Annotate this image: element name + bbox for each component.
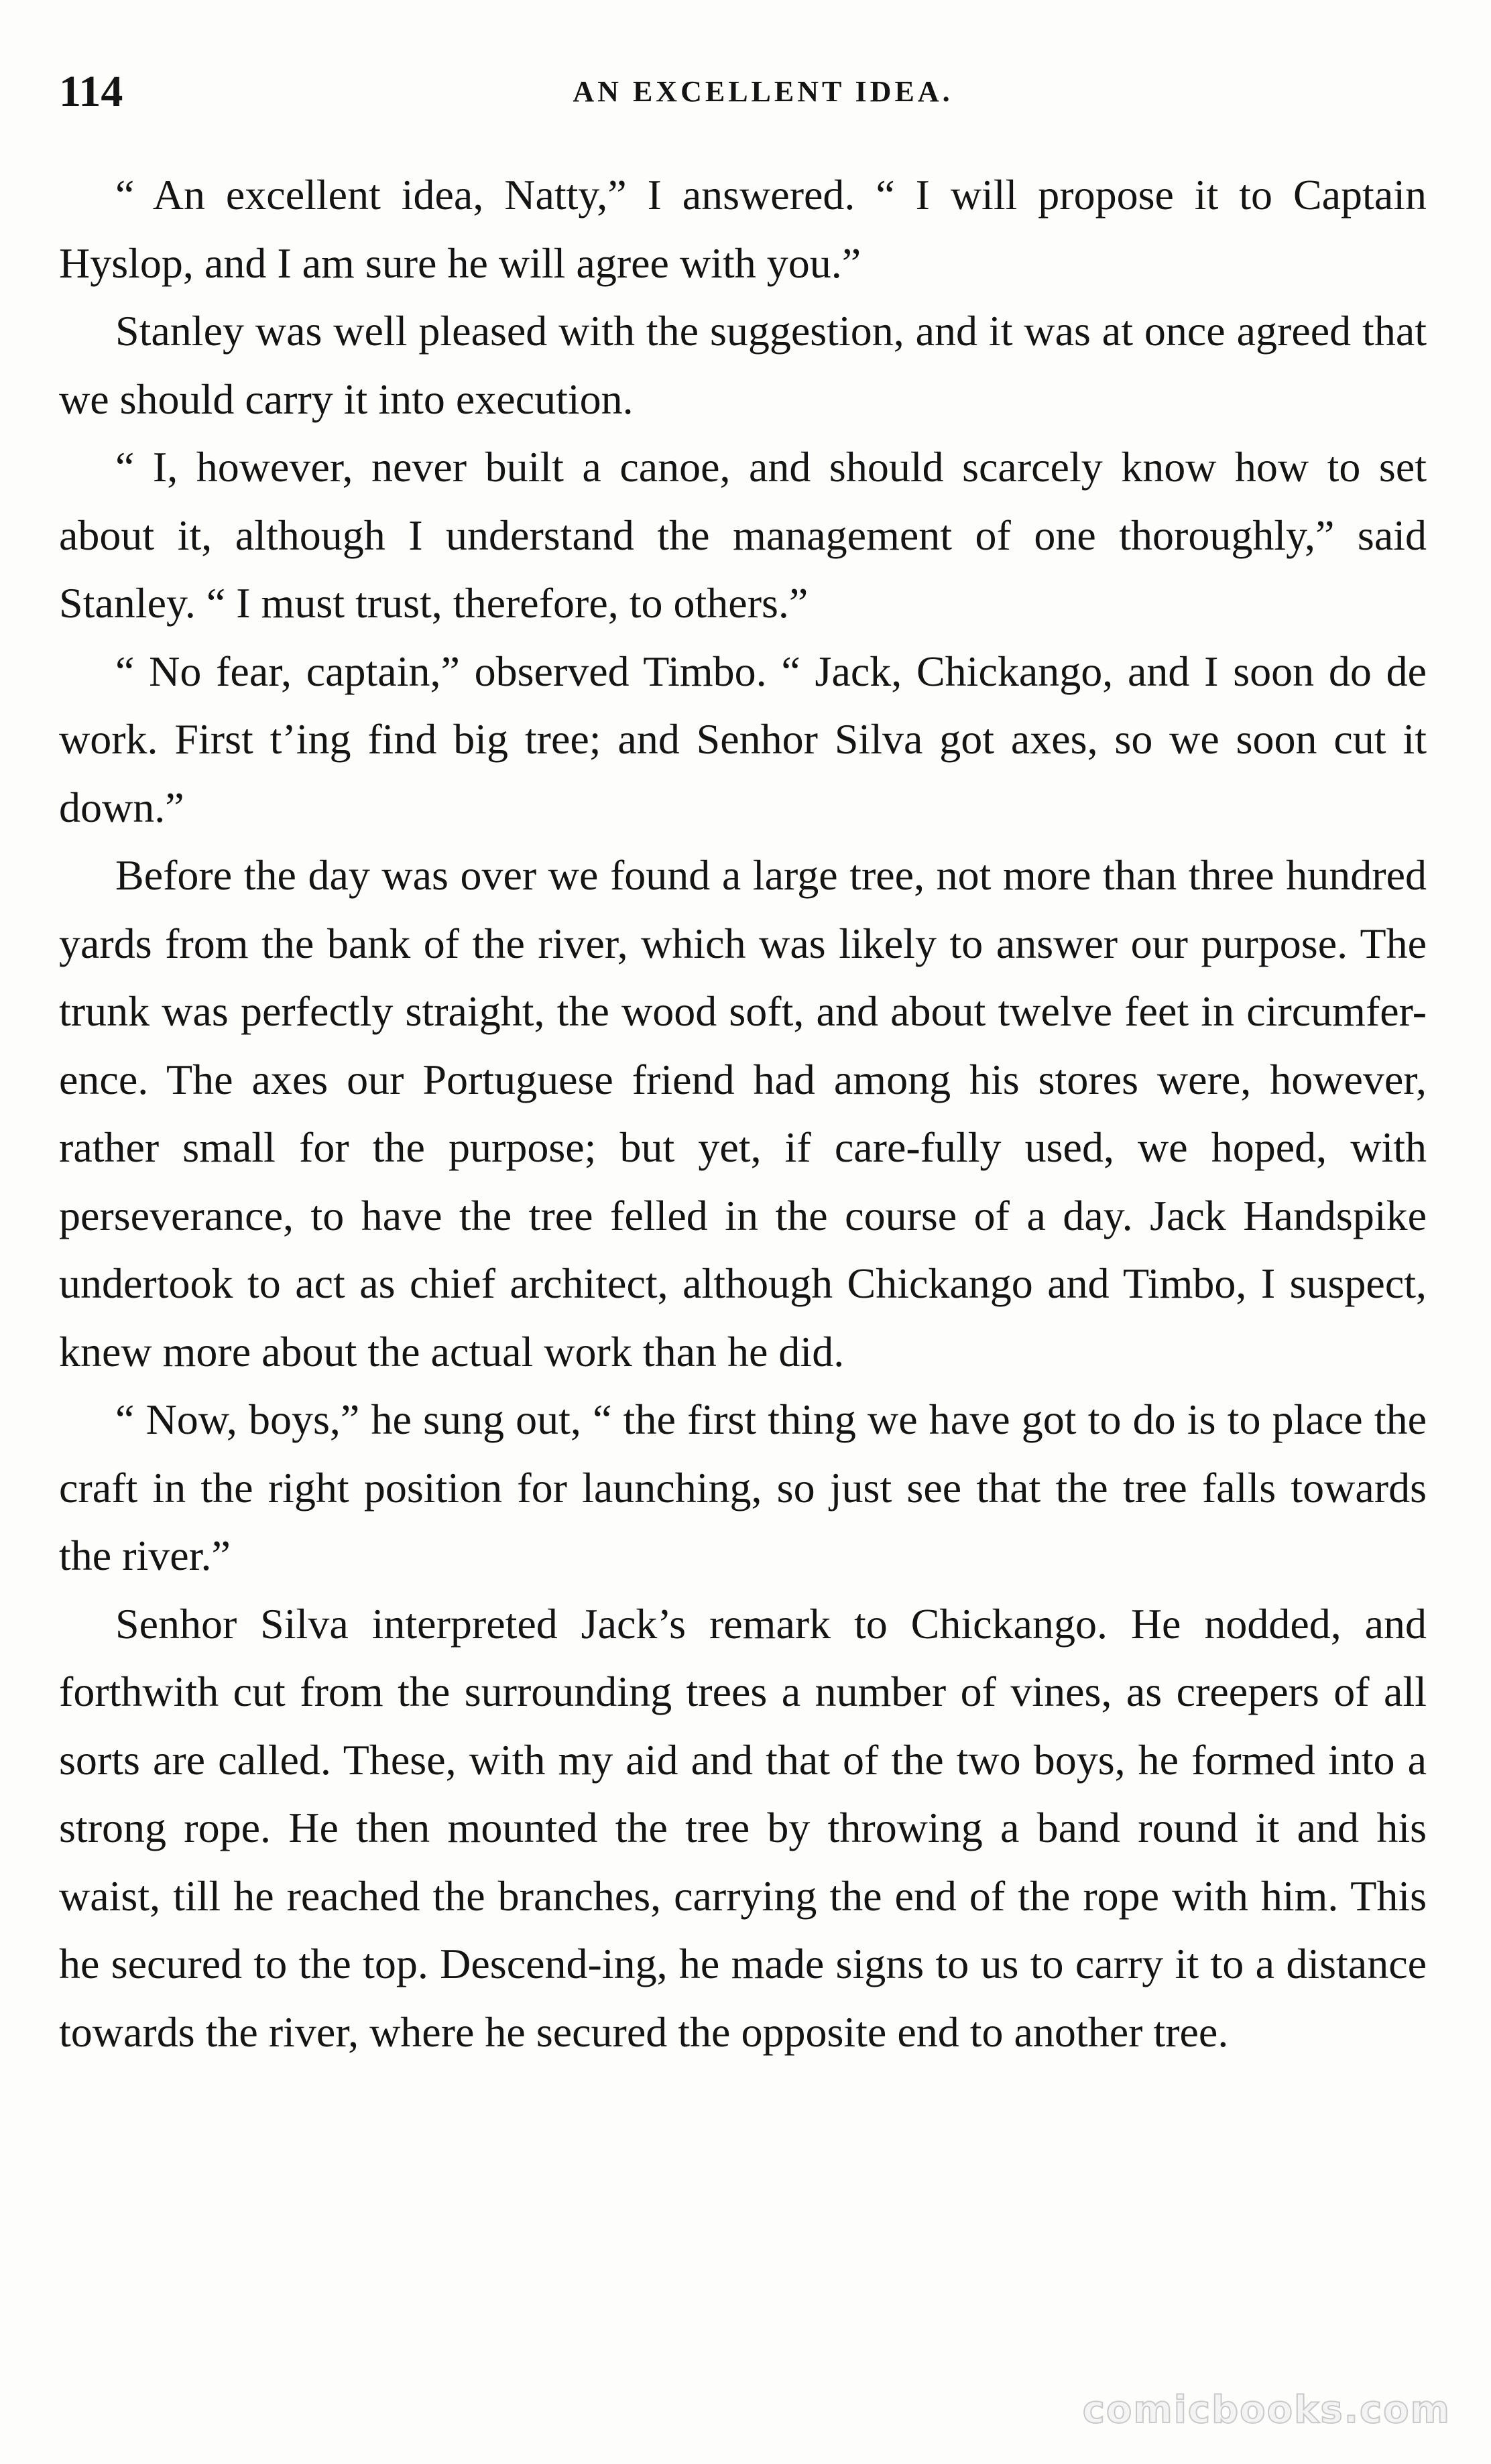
paragraph-4: “ No fear, captain,” observed Timbo. “ Jack, Chickango, and I soon do de work. First t’ing find big tree; and Senhor Silva got axes, so we soon cut it down.” — [59, 647, 1427, 831]
paragraph-1: “ An excellent idea, Natty,” I answered. “ I will propose it to Captain Hyslop, and I am sure he will agree with you.” — [59, 171, 1427, 287]
paragraph-7: Senhor Silva interpreted Jack’s remark to Chickango. He nodded, and forthwith cut from the surrounding trees a number of vines, as creepers of all sorts are called. These, with my aid and that of the two boys, he formed into a strong rope. He then mounted the tree by throwing a band round it and his waist, till he reached the branches, carrying the end of the rope with him. This he secured to the top. Descend-ing, he made signs to us to carry it to a distance towards the river, where he secured the opposite end to another tree. — [59, 1599, 1427, 2056]
body-text — [59, 161, 1427, 2066]
page-number: 114 — [59, 67, 123, 116]
paragraph-2: Stanley was well pleased with the suggestion, and it was at once agreed that we should carry it into execution. — [59, 307, 1427, 423]
paragraph-3: “ I, however, never built a canoe, and should scarcely know how to set about it, although I understand the management of one thoroughly,” said Stanley. “ I must trust, therefore, to others.” — [59, 443, 1427, 627]
running-head: AN EXCELLENT IDEA. — [573, 75, 953, 108]
watermark: comicbooks.com — [1082, 2388, 1451, 2432]
paragraph-5: Before the day was over we found a large tree, not more than three hundred yards from the bank of the river, which was likely to answer our purpose. The trunk was perfectly straight, the wood soft, and about twelve feet in circumfer-ence. The axes our Portuguese friend had among his stores were, however, rather small for the purpose; but yet, if care-fully used, we hoped, with perseverance, to have the tree felled in the course of a day. Jack Handspike undertook to act as chief architect, although Chickango and Timbo, I suspect, knew more about the actual work than he did. — [59, 851, 1427, 1375]
page-header — [59, 62, 1427, 122]
paragraph-6: “ Now, boys,” he sung out, “ the first thing we have got to do is to place the craft in the right position for launching, so just see that the tree falls towards the river.” — [59, 1396, 1427, 1579]
